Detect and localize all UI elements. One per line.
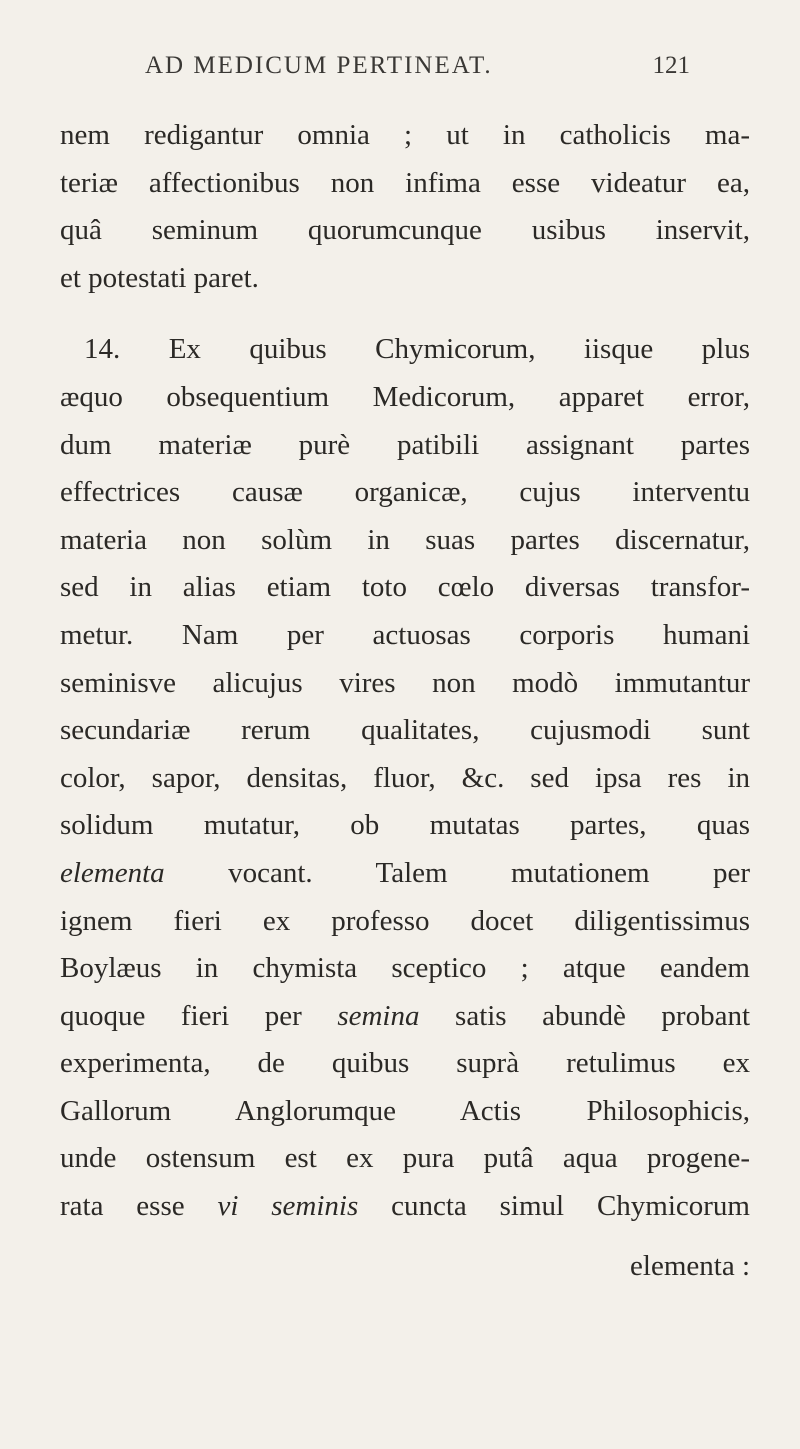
- body-text: [60, 112, 750, 1231]
- text-line: unde ostensum est ex pura putâ aqua progene-: [60, 1142, 750, 1175]
- text-line: Gallorum Anglorumque Actis Philosophicis,: [60, 1094, 750, 1127]
- text-fragment: satis abundè probant: [419, 999, 751, 1032]
- text-fragment: rata esse: [60, 1190, 218, 1223]
- text-line: experimenta, de quibus suprà retulimus ex: [60, 1047, 750, 1080]
- running-title: AD MEDICUM PERTINEAT.: [145, 52, 493, 79]
- text-line: [60, 993, 750, 1041]
- text-line: ignem fieri ex professo docet diligentissimus: [60, 904, 750, 937]
- italic-term: semina: [337, 999, 420, 1032]
- text-line: metur. Nam per actuosas corporis humani: [60, 618, 750, 651]
- paragraph-2: [60, 326, 750, 1230]
- text-line: teriæ affectionibus non infima esse videatur ea,: [60, 166, 750, 199]
- text-line: et potestati paret.: [60, 261, 259, 294]
- text-line: sed in alias etiam toto cœlo diversas transfor-: [60, 571, 750, 604]
- text-fragment: quoque fieri per: [60, 999, 338, 1032]
- text-fragment: vocant. Talem mutationem per: [164, 856, 750, 889]
- catchword: elementa :: [630, 1250, 750, 1282]
- paragraph-1: [60, 112, 750, 302]
- running-head: [145, 52, 690, 92]
- italic-term: elementa: [60, 856, 165, 889]
- italic-term: vi seminis: [217, 1190, 359, 1223]
- text-line: nem redigantur omnia ; ut in catholicis ma-: [60, 119, 750, 151]
- page-number: 121: [652, 52, 690, 79]
- text-line: solidum mutatur, ob mutatas partes, quas: [60, 809, 750, 842]
- text-line: Boylæus in chymista sceptico ; atque eandem: [60, 952, 750, 985]
- text-line: quâ seminum quorumcunque usibus inservit,: [60, 214, 750, 247]
- text-line: æquo obsequentium Medicorum, apparet error,: [60, 380, 750, 413]
- text-line: effectrices causæ organicæ, cujus interventu: [60, 476, 750, 509]
- text-line: materia non solùm in suas partes discernatur,: [60, 523, 750, 556]
- text-line: [60, 850, 750, 898]
- text-fragment: cuncta simul Chymicorum: [358, 1190, 750, 1223]
- text-line: seminisve alicujus vires non modò immutantur: [60, 666, 750, 699]
- text-line: [60, 1183, 750, 1231]
- text-line: 14. Ex quibus Chymicorum, iisque plus: [84, 333, 750, 366]
- text-line: dum materiæ purè patibili assignant partes: [60, 428, 750, 461]
- text-line: color, sapor, densitas, fluor, &c. sed ipsa res in: [60, 761, 750, 794]
- paragraph-gap: [60, 302, 750, 326]
- text-line: secundariæ rerum qualitates, cujusmodi sunt: [60, 714, 750, 747]
